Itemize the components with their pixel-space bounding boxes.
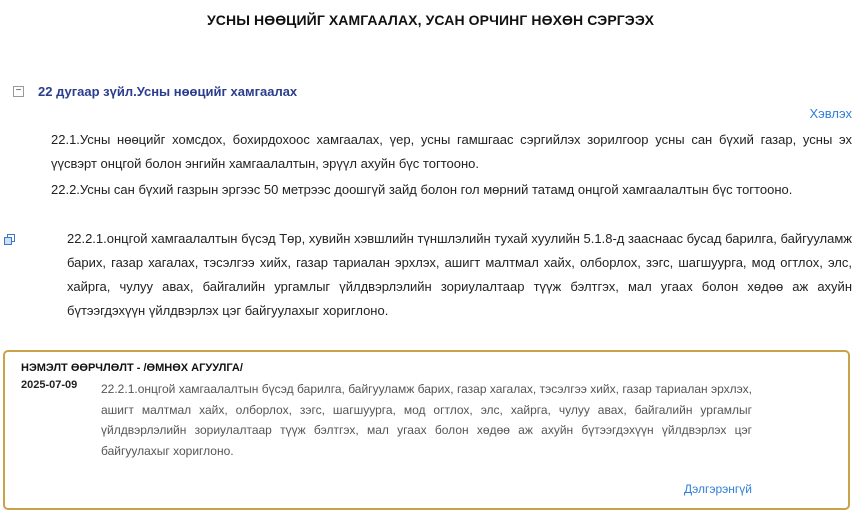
article-title: 22 дугаар зүйл.Усны нөөцийг хамгаалах xyxy=(38,83,298,99)
collapse-toggle-button[interactable]: − xyxy=(13,86,24,97)
print-link[interactable]: Хэвлэх xyxy=(809,106,852,121)
details-link[interactable]: Дэлгэрэнгүй xyxy=(684,482,752,496)
amendment-heading: НЭМЭЛТ ӨӨРЧЛӨЛТ - /ӨМНӨХ АГУУЛГА/ xyxy=(21,362,243,374)
article-header xyxy=(13,82,297,100)
amendment-text: 22.2.1.онцгой хамгаалалтын бүсэд барилга, байгууламж барих, газар хагалах, тэсэлгээ хийх, газар тариалан эрхлэх, ашигт малтмал хайх, олборлох, зэгс, шагшуурга, мод огтлох, элс, хайрга, чулуу авах, байгалийн ургамлыг үйлдвэрлэлийн зориулалтаар түүж бэлтгэх, мал угаах болон хөдөө аж ахуйн бүтээгдэхүүн үйлдвэрлэх цэг байгуулахыг хориглоно. xyxy=(101,382,752,458)
paragraph-22-2-1: 22.2.1.онцгой хамгаалалтын бүсэд Төр, хувийн хэвшлийн түншлэлийн тухай хуулийн 5.1.8-д зааснаас бусад барилга, байгууламж барих, газар хагалах, тэсэлгээ хийх, газар тариалан эрхлэх, ашигт малтмал хайх, олборлох, зэгс, шагшуурга, мод огтлох, элс, хайрга, чулуу авах, байгалийн ургамлыг үйлдвэрлэлийн зориулалтаар түүж бэлтгэх, мал угаах болон хөдөө аж ахуйн бүтээгдэхүүн үйлдвэрлэх цэг байгуулахыг хориглоно. xyxy=(67,231,852,318)
copy-icon[interactable] xyxy=(4,233,16,245)
page-title: УСНЫ НӨӨЦИЙГ ХАМГААЛАХ, УСАН ОРЧИНГ НӨХӨН СЭРГЭЭХ xyxy=(206,12,655,28)
paragraph-22-2: 22.2.Усны сан бүхий газрын эргээс 50 метрээс доошгүй зайд болон гол мөрний татамд онцгой хамгаалалтын бүс тогтооно. xyxy=(51,182,793,197)
paragraph-22-1: 22.1.Усны нөөцийг хомсдох, бохирдохоос хамгаалах, үер, усны гамшгаас сэргийлэх зорилгоор усны сан бүхий газар, усны эх үүсвэрт онцгой болон энгийн хамгаалалтын, эрүүл ахуйн бүс тогтооно. xyxy=(51,132,852,171)
amendment-panel xyxy=(3,350,850,510)
amendment-date: 2025-07-09 xyxy=(21,379,78,391)
